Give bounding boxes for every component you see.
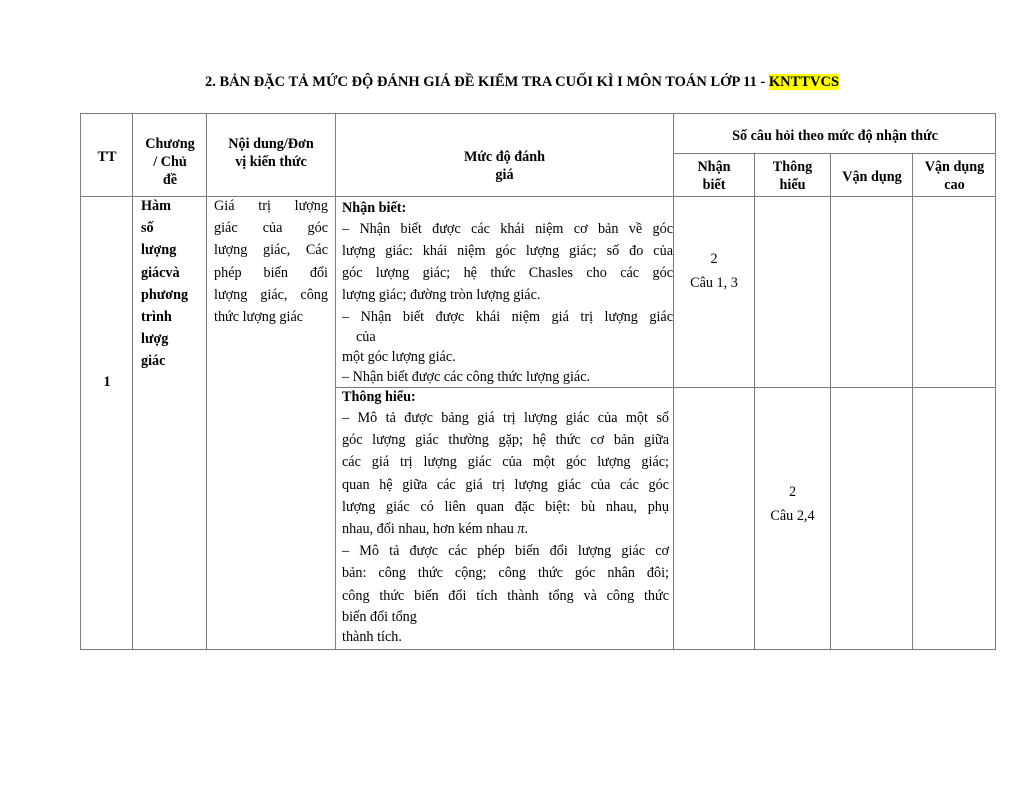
col-line-6 [830,153,831,650]
row-tt: 1 [103,374,111,390]
row-chuong: Hàm số lượng giácvà phương trình lượg giác [141,198,189,370]
title-main: 2. BẢN ĐẶC TẢ MỨC ĐỘ ĐÁNH GIÁ ĐỀ KIỂM TRA CUỐI KÌ I MÔN TOÁN LỚP 11 - [204,74,769,90]
header-van-dung: Vận dụng [842,169,902,185]
header-chuong: Chương / Chủ đề [145,136,195,188]
header-nhan-biet: Nhận biết [697,159,731,193]
title-highlight: KNTTVCS [768,74,840,90]
col-line-7 [912,153,913,650]
header-van-dung-cao: Vận dụng cao [924,159,985,193]
header-muc-do: Mức độ đánh giá [463,149,546,183]
thong-hieu-count-cell [755,480,830,528]
table-border-top [80,113,996,114]
table-border-bottom [80,649,996,650]
page-title [0,74,1024,91]
thong-hieu-count: 2 [788,484,797,500]
col-line-5 [754,153,755,650]
nhan-biet-questions: Câu 1, 3 [690,275,738,291]
pi-symbol: π [517,521,525,538]
nhan-biet-heading: Nhận biết: [342,200,407,216]
row-noi-dung: Giá trị lượng giác của góc lượng giác, Các phép biến đổi lượng giác, công thức lượng giác [214,198,328,326]
col-line-3 [335,113,336,650]
nhan-biet-count: 2 [710,251,718,267]
col-line-2 [206,113,207,650]
nhan-biet-description: Nhận biết: – Nhận biết được các khái niệm cơ bản về góc lượng giác: khái niệm góc lượng giác; số đo của góc lượng giác; hệ thức Chasles cho các góc lượng giác; đường tròn lượng giác. – Nhận biết được khái niệm giá trị lượng giác của một góc lượng giác. – Nhận biết được các công thức lượng giác. [342,200,673,385]
thong-hieu-description: Thông hiểu: – Mô tả được bảng giá trị lượng giác của một số góc lượng giác thường gặp; hệ thức cơ bản giữa các giá trị lượng giác của một góc lượng giác; quan hệ giữa các giá trị lượng giác của các góc lượng giác có liên quan đặc biệt: bù nhau, phụ nhau, đối nhau, hơn kém nhau π. – Mô tả được các phép biến đổi lượng giác cơ bản: công thức cộng; công thức góc nhân đôi; công thức biến đổi tích thành tổng và công thức biến đổi tổng thành tích. [342,389,669,645]
header-split-line [673,153,996,154]
header-noi-dung: Nội dung/Đơn vị kiến thức [228,136,314,170]
header-thong-hieu: Thông hiểu [772,159,813,193]
thong-hieu-questions: Câu 2,4 [770,508,815,524]
thong-hieu-heading: Thông hiểu: [342,389,416,405]
header-so-cau-group: Số câu hỏi theo mức độ nhận thức [732,128,938,144]
header-tt: TT [97,149,117,165]
nhan-biet-count-cell [674,247,754,295]
